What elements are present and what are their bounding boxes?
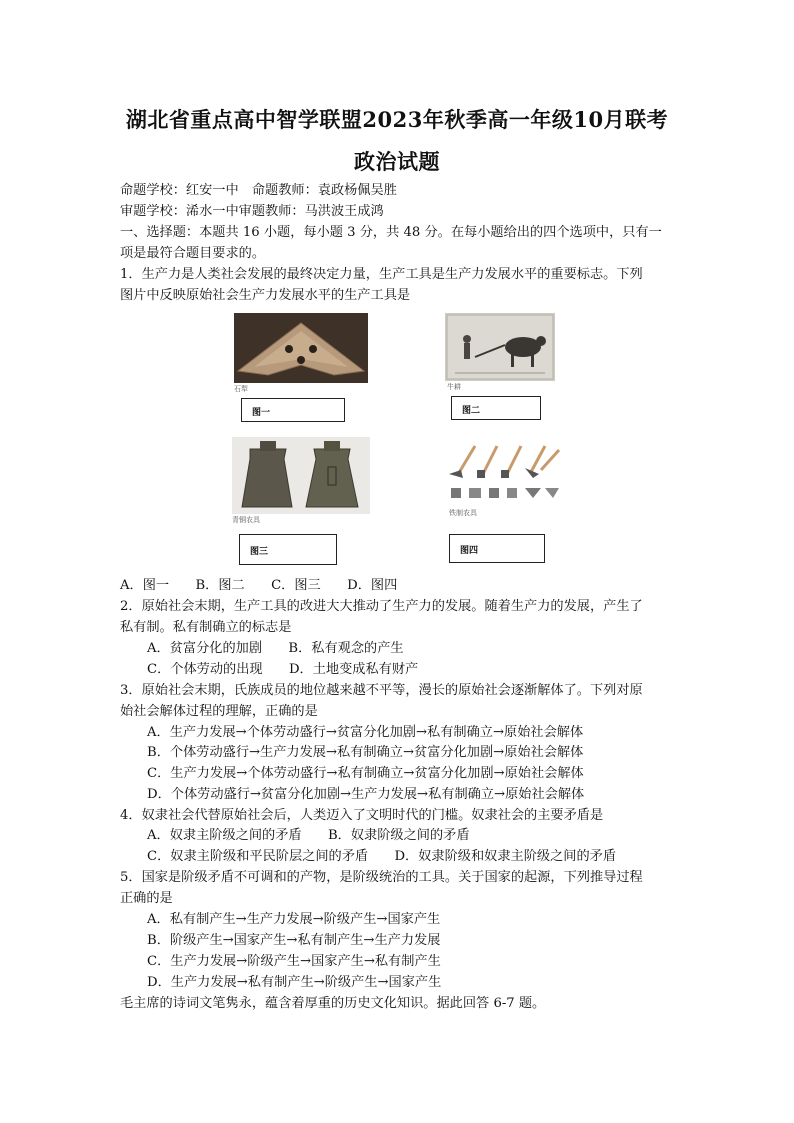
figure-4-label: 图四 — [449, 534, 545, 563]
q3-option-b: B．个体劳动盛行→生产力发展→私有制确立→贫富分化加剧→原始社会解体 — [147, 745, 584, 760]
meta-author: 命题学校：红安一中 命题教师：袁政杨佩吴胜 — [120, 183, 397, 198]
figure-3-label: 图三 — [239, 534, 337, 565]
q1-options: A．图一 B．图二 C．图三 D．图四 — [120, 578, 398, 593]
figure-1-caption: 石犁 — [234, 385, 248, 393]
figure-1-stone-plow — [234, 313, 368, 383]
q5-option-d: D．生产力发展→私有制产生→阶级产生→国家产生 — [147, 975, 442, 990]
q3-option-d: D．个体劳动盛行→贫富分化加剧→生产力发展→私有制确立→原始社会解体 — [147, 787, 585, 802]
q2-stem-1: 2．原始社会末期，生产工具的改进大大推动了生产力的发展。随着生产力的发展，产生了 — [120, 599, 643, 614]
q2-options-ab: A．贫富分化的加剧 B．私有观念的产生 — [147, 641, 404, 656]
meta-reviewer: 审题学校：浠水一中审题教师：马洪波王成鸿 — [120, 204, 384, 219]
q2-stem-2: 私有制。私有制确立的标志是 — [120, 620, 292, 635]
q4-options-cd: C．奴隶主阶级和平民阶层之间的矛盾 D．奴隶阶级和奴隶主阶级之间的矛盾 — [147, 849, 617, 864]
iron-tools-image — [445, 440, 563, 512]
q6-7-intro: 毛主席的诗词文笔隽永，蕴含着厚重的历史文化知识。据此回答 6-7 题。 — [120, 996, 546, 1011]
figure-3-caption: 青铜农具 — [232, 516, 260, 524]
bronze-tools-image — [232, 437, 370, 514]
q1-stem-2: 图片中反映原始社会生产力发展水平的生产工具是 — [120, 288, 411, 303]
q3-option-c: C．生产力发展→个体劳动盛行→私有制确立→贫富分化加剧→原始社会解体 — [147, 766, 584, 781]
stone-plow-image — [234, 313, 368, 383]
exam-subject: 政治试题 — [354, 149, 440, 174]
figure-2-ox-plowing — [445, 313, 555, 381]
q3-stem-2: 始社会解体过程的理解，正确的是 — [120, 704, 318, 719]
figure-3-bronze-tools — [232, 437, 370, 514]
exam-title: 湖北省重点高中智学联盟2023年秋季高一年级10月联考 — [125, 107, 669, 132]
q1-stem-1: 1．生产力是人类社会发展的最终决定力量，生产工具是生产力发展水平的重要标志。下列 — [120, 267, 643, 282]
q4-stem: 4．奴隶社会代替原始社会后，人类迈入了文明时代的门槛。奴隶社会的主要矛盾是 — [120, 808, 604, 823]
q5-option-a: A．私有制产生→生产力发展→阶级产生→国家产生 — [147, 912, 441, 927]
q5-stem-1: 5．国家是阶级矛盾不可调和的产物，是阶级统治的工具。关于国家的起源，下列推导过程 — [120, 870, 643, 885]
section-instructions-2: 项是最符合题目要求的。 — [120, 246, 266, 261]
q2-options-cd: C．个体劳动的出现 D．土地变成私有财产 — [147, 662, 419, 677]
figure-2-label: 图二 — [451, 396, 541, 420]
section-instructions-1: 一、选择题：本题共 16 小题，每小题 3 分，共 48 分。在每小题给出的四个选项中，只有一 — [120, 225, 662, 240]
q5-stem-2: 正确的是 — [120, 891, 173, 906]
q3-option-a: A．生产力发展→个体劳动盛行→贫富分化加剧→私有制确立→原始社会解体 — [147, 725, 584, 740]
q5-option-c: C．生产力发展→阶级产生→国家产生→私有制产生 — [147, 954, 441, 969]
q5-option-b: B．阶级产生→国家产生→私有制产生→生产力发展 — [147, 933, 441, 948]
figure-4-iron-tools — [445, 440, 563, 512]
ox-plowing-image — [445, 313, 555, 381]
q4-options-ab: A．奴隶主阶级之间的矛盾 B．奴隶阶级之间的矛盾 — [147, 828, 470, 843]
figure-4-caption: 铁制农具 — [449, 509, 477, 517]
figure-2-caption: 牛耕 — [447, 383, 461, 391]
figure-1-label: 图一 — [241, 398, 345, 422]
q3-stem-1: 3．原始社会末期，氏族成员的地位越来越不平等，漫长的原始社会逐渐解体了。下列对原 — [120, 683, 643, 698]
